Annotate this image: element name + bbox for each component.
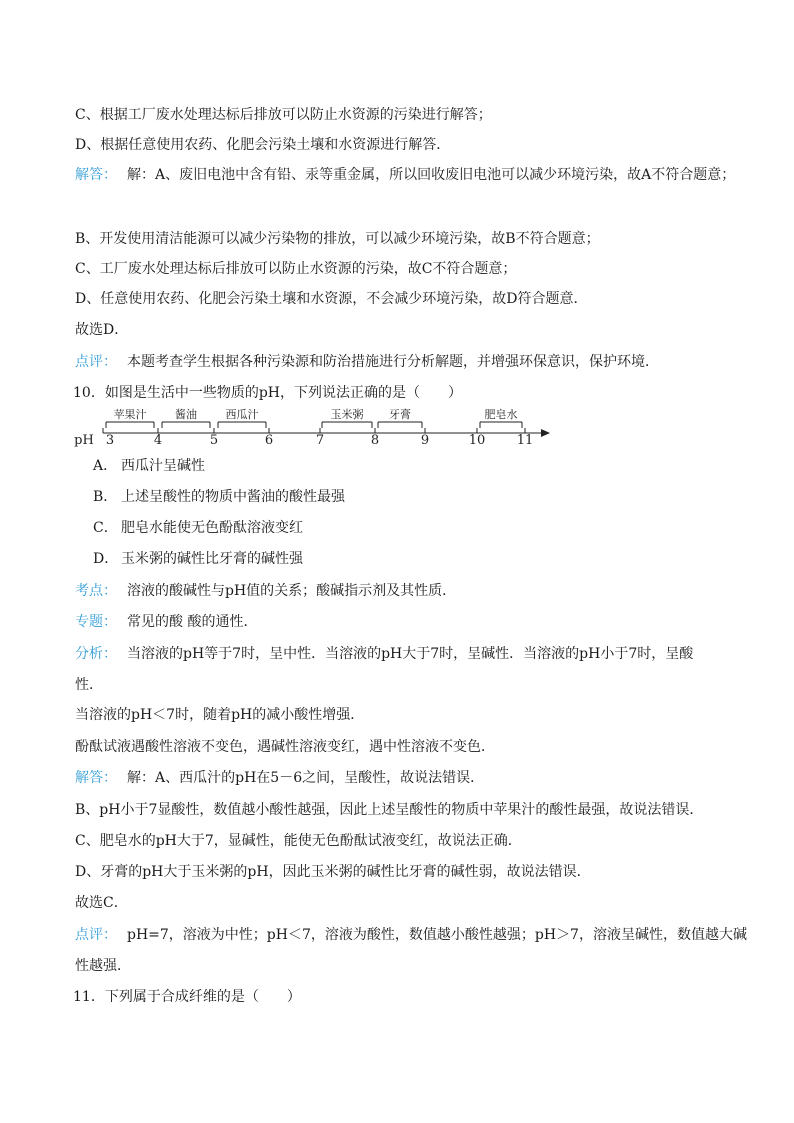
option-letter: A． (93, 458, 118, 474)
ph-axis-arrow (541, 429, 550, 437)
substance-label: 苹果汁 (113, 408, 147, 421)
kaodian-line (75, 583, 456, 599)
ph-scale-figure (70, 382, 560, 450)
zhuanti-label: 专题： (75, 614, 117, 630)
dianping-label: 点评： (75, 927, 117, 943)
option-letter: C． (93, 520, 118, 536)
prev-answer-line (75, 167, 735, 183)
q10-option-b (93, 489, 345, 505)
dianping-line-2: 性越强． (75, 958, 131, 974)
ph-tick-label: 8 (370, 433, 380, 448)
kaodian-text: 溶液的酸碱性与pH值的关系；酸碱指示剂及其性质． (127, 583, 457, 599)
fenxi-line-2: 性． (75, 677, 103, 693)
jieda-c: C、肥皂水的pH大于7，显碱性，能使无色酚酞试液变红，故说法正确． (75, 833, 522, 849)
fenxi-line-4: 酚酞试液遇酸性溶液不变色，遇碱性溶液变红，遇中性溶液不变色． (75, 739, 495, 755)
jieda-text: 解：A、西瓜汁的pH在5－6之间，呈酸性，故说法错误． (127, 770, 485, 786)
comment-text: 本题考查学生根据各种污染源和防治措施进行分析解题，并增强环保意识，保护环境． (127, 354, 659, 370)
substance-label: 牙膏 (389, 408, 411, 421)
fenxi-line (75, 646, 693, 662)
q10-option-c (93, 520, 303, 536)
jieda-label: 解答： (75, 770, 117, 786)
option-letter: D． (93, 551, 119, 567)
substance-label: 西瓜汁 (225, 408, 259, 421)
ph-axis-label: pH (74, 433, 94, 448)
jieda-b: B、pH小于7显酸性，数值越小酸性越强，因此上述呈酸性的物质中苹果汁的酸性最强，故说法错误． (75, 802, 704, 818)
prev-comment-line (75, 354, 659, 370)
prev-answer-choice: 故选D． (75, 322, 129, 338)
q10-option-a (93, 458, 205, 474)
q10-option-d (93, 551, 303, 567)
answer-label: 解答： (75, 167, 117, 183)
jieda-line (75, 770, 484, 786)
prev-analysis-c: C、根据工厂废水处理达标后排放可以防止水资源的污染进行解答； (75, 107, 492, 123)
ph-tick-label: 10 (468, 433, 486, 448)
option-text: 西瓜汁呈碱性 (121, 458, 205, 474)
substance-label: 玉米粥 (330, 408, 364, 421)
fenxi-label: 分析： (75, 646, 117, 662)
option-letter: B． (93, 489, 118, 505)
jieda-d: D、牙膏的pH大于玉米粥的pH，因此玉米粥的碱性比牙膏的碱性弱，故说法错误． (75, 864, 591, 880)
prev-analysis-d: D、根据任意使用农药、化肥会污染土壤和水资源进行解答． (75, 137, 451, 153)
ph-tick-label: 9 (420, 433, 430, 448)
option-text: 上述呈酸性的物质中酱油的酸性最强 (121, 489, 345, 505)
dianping-text: pH=7，溶液为中性；pH＜7，溶液为酸性，数值越小酸性越强；pH＞7，溶液呈碱性，数值越大碱 (127, 927, 747, 943)
ph-tick-label: 4 (153, 433, 163, 448)
fenxi-line-3: 当溶液的pH＜7时，随着pH的减小酸性增强． (75, 707, 365, 723)
zhuanti-text: 常见的酸 酸的通性． (127, 614, 258, 630)
q10-stem: 10．如图是生活中一些物质的pH，下列说法正确的是（ ） (73, 385, 462, 401)
zhuanti-line (75, 614, 257, 630)
substance-label: 酱油 (175, 408, 197, 421)
ph-tick-label: 6 (264, 433, 274, 448)
ph-tick-label: 3 (105, 433, 115, 448)
comment-label: 点评： (75, 354, 117, 370)
dianping-line (75, 927, 747, 943)
prev-answer-d: D、任意使用农药、化肥会污染土壤和水资源，不会减少环境污染，故D符合题意． (75, 291, 588, 307)
ph-tick-label: 5 (209, 433, 219, 448)
q11-stem: 11．下列属于合成纤维的是（ ） (73, 989, 301, 1005)
answer-text: 解：A、废旧电池中含有铅、汞等重金属，所以回收废旧电池可以减少环境污染，故A不符合题意； (127, 167, 736, 183)
ph-tick-label: 7 (315, 433, 325, 448)
option-text: 玉米粥的碱性比牙膏的碱性强 (121, 551, 303, 567)
fenxi-text: 当溶液的pH等于7时，呈中性．当溶液的pH大于7时，呈碱性．当溶液的pH小于7时，呈酸 (127, 646, 694, 662)
prev-answer-c: C、工厂废水处理达标后排放可以防止水资源的污染，故C不符合题意； (75, 261, 517, 277)
ph-tick-label: 11 (516, 433, 534, 448)
jieda-choice: 故选C． (75, 895, 128, 911)
substance-label: 肥皂水 (484, 408, 518, 421)
prev-answer-b: B、开发使用清洁能源可以减少污染物的排放，可以减少环境污染，故B不符合题意； (75, 231, 600, 247)
option-text: 肥皂水能使无色酚酞溶液变红 (121, 520, 303, 536)
kaodian-label: 考点： (75, 583, 117, 599)
